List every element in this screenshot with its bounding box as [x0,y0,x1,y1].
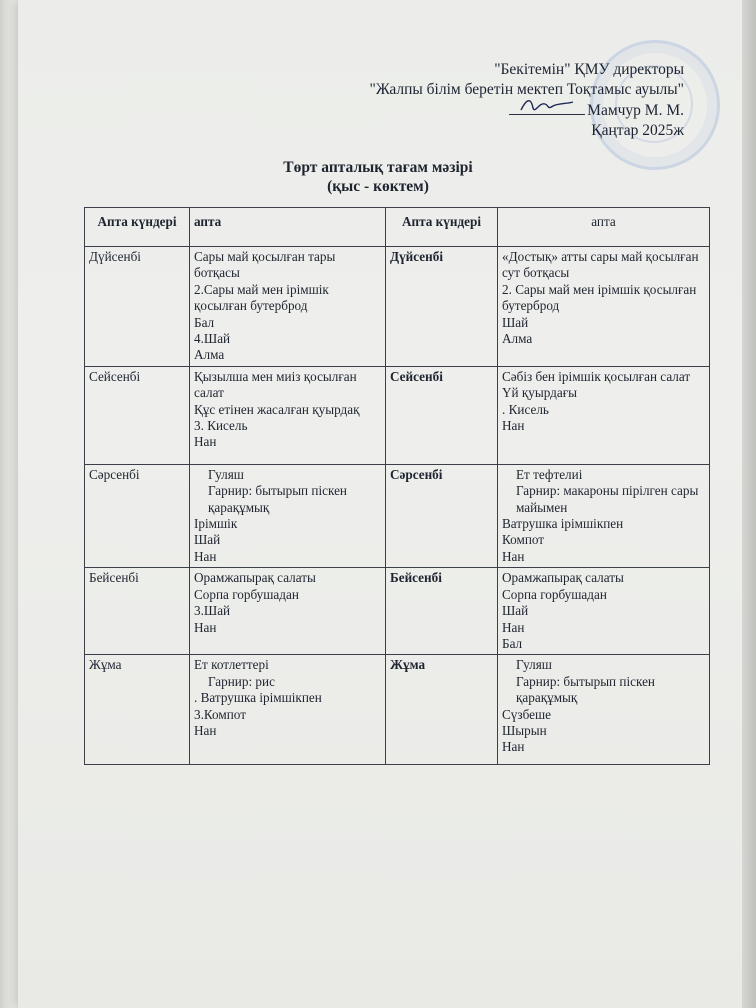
dish: Гуляш [516,657,552,673]
dish: 3.Компот [194,706,246,722]
day-cell: Жұма [386,655,498,765]
dish: «Достық» атты сары май қосылған сут ботқасы [502,249,699,281]
menu-cell [190,464,386,567]
dish: Ет котлеттері [194,657,269,673]
dish: 3. Кисель [194,418,248,434]
signature-line [509,100,585,115]
dish: Сары май қосылған тары ботқасы [194,249,336,281]
dish: Үй қуырдағы [502,385,577,401]
dish: Сорпа горбушадан [502,586,607,602]
dish: Нан [502,739,525,755]
header-days-right: Апта күндері [386,208,498,247]
day-cell: Жұма [85,655,190,765]
dish: Сорпа горбушадан [194,586,299,602]
dish: . Ватрушка ірімшікпен [194,690,322,706]
dish: Бал [194,314,215,330]
dish: Нан [194,722,217,738]
dish: Шай [194,532,221,548]
director-name: Мамчур М. М. [587,102,684,119]
menu-table [84,207,710,765]
dish: Гарнир: бытырып піскен қарақұмық [208,483,347,515]
day-cell: Сейсенбі [386,366,498,464]
approval-line-2: "Жалпы білім беретін мектеп Тоқтамыс ауылы" [369,81,684,98]
dish: 2.Сары май мен ірімшік қосылған бутерброд [194,281,329,314]
document-subtitle: (қыс - көктем) [327,178,429,195]
dish: Гуляш [208,466,244,482]
dish: Компот [502,532,545,548]
dish: Нан [502,418,525,434]
table-header-row [85,208,710,247]
table-row [85,464,710,567]
menu-cell [190,655,386,765]
dish: Сүзбеше [502,706,551,722]
dish: Шай [502,314,529,330]
approval-date: Қаңтар 2025ж [591,122,684,139]
day-cell: Бейсенбі [85,568,190,655]
table-row [85,655,710,765]
day-cell: Дүйсенбі [386,247,498,367]
dish: Құс етінен жасалған қуырдақ [194,401,360,417]
day-cell: Дүйсенбі [85,247,190,367]
menu-cell [498,464,710,567]
day-cell: Сәрсенбі [386,464,498,567]
signature [517,94,577,116]
approval-line-3 [370,100,685,121]
dish: Гарнир: бытырып піскен қарақұмық [516,673,655,706]
dish: Нан [194,434,217,450]
page-shadow-edge [742,0,756,1008]
approval-block [370,60,685,141]
header-days-left: Апта күндері [85,208,190,247]
header-week-left: апта [190,208,386,247]
dish: Гарнир: макароны пірілген сары майымен [516,483,699,515]
dish: . Кисель [502,401,549,417]
approval-line-1: "Бекітемін" ҚМУ директоры [494,61,684,78]
dish: 2. Сары май мен ірімшік қосылған бутерброд [502,281,697,314]
day-cell: Бейсенбі [386,568,498,655]
dish: Нан [194,619,217,635]
menu-cell [190,247,386,367]
day-cell: Сәрсенбі [85,464,190,567]
document-title: Төрт апталық тағам мәзірі [283,159,473,176]
menu-cell [190,568,386,655]
dish: 4.Шай [194,331,231,347]
dish: Алма [194,347,225,363]
dish: Нан [502,619,525,635]
dish: Орамжапырақ салаты [502,570,624,586]
day-cell: Сейсенбі [85,366,190,464]
table-row [85,366,710,464]
menu-cell [498,655,710,765]
dish: Орамжапырақ салаты [194,570,316,586]
menu-cell [498,366,710,464]
dish: Нан [194,548,217,564]
dish: Шырын [502,722,547,738]
dish: Бал [502,635,523,651]
dish: Шай [502,603,529,619]
table-row [85,568,710,655]
menu-cell [498,247,710,367]
dish: Ірімшік [194,516,238,532]
dish: Гарнир: рис [208,673,275,689]
menu-cell [190,366,386,464]
dish: Қызылша мен миіз қосылған салат [194,368,357,401]
header-week-right: апта [498,208,710,247]
dish: Нан [502,548,525,564]
dish: Ватрушка ірімшікпен [502,516,624,532]
table-row [85,247,710,367]
dish: Сәбіз бен ірімшік қосылған салат [502,368,691,384]
dish: Ет тефтелиі [516,466,583,482]
dish: 3.Шай [194,603,231,619]
menu-cell [498,568,710,655]
dish: Алма [502,331,533,347]
